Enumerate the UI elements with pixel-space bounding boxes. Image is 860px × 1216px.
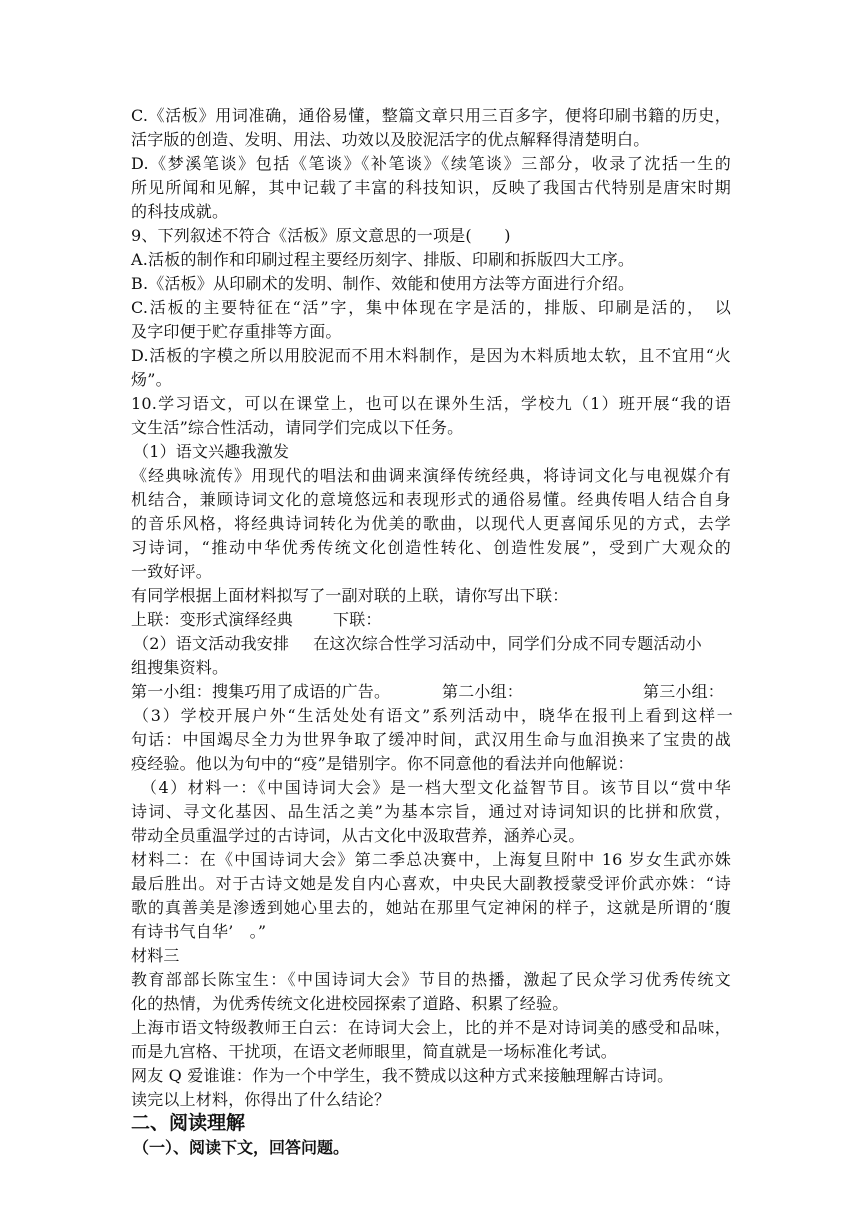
subtask-2-text: 在这次综合性学习活动中，同学们分成不同专题活动小 [313,634,702,653]
section-2-heading: 二、阅读理解 [131,1112,246,1134]
subtask-2-line-2: 组搜集资料。 [131,658,229,677]
question-9: 9、下列叙述不符合《活板》原文意思的一项是( ) [131,226,511,245]
material-3-line-4: 而是九宫格、干扰项，在语文老师眼里，简直就是一场标准化考试。 [131,1042,618,1061]
couplet-lower-label: 下联： [333,610,382,629]
subtask-2-title: （2）语文活动我安排 [133,634,290,653]
option-c-line-2: 活字版的创造、发明、用法、功效以及胶泥活字的优点解释得清楚明白。 [131,130,650,149]
subtask-3-line-3: 疫经验。他以为句中的“疫”是错别字。你不同意他的看法并向他解说： [131,754,634,773]
subtask-1-para-line-3: 的音乐风格，将经典诗词转化为优美的歌曲，以现代人更喜闻乐见的方式，去学 [131,514,731,533]
subtask-4-line-2: 诗词、寻文化基因、品生活之美”为基本宗旨，通过对诗词知识的比拼和欣赏， [131,802,731,821]
option-c-line-1: C.《活板》用词准确，通俗易懂，整篇文章只用三百多字，便将印刷书籍的历史， [131,106,731,125]
material-2-line-2: 最后胜出。对于古诗文她是发自内心喜欢，中央民大副教授蒙受评价武亦姝：“诗 [131,874,731,893]
material-3-line-1: 教育部部长陈宝生：《中国诗词大会》节目的热播，激起了民众学习优秀传统文 [131,970,731,989]
subtask-1-para-line-2: 机结合，兼顾诗词文化的意境悠远和表现形式的通俗易懂。经典传唱人结合自身 [131,490,731,509]
q9-option-d-line-1: D.活板的字模之所以用胶泥而不用木料制作，是因为木料质地太软，且不宜用“火 [131,346,731,365]
subtask-1-question: 有同学根据上面材料拟写了一副对联的上联，请你写出下联： [131,586,569,605]
question-10-line-2: 文生活”综合性活动，请同学们完成以下任务。 [131,418,464,437]
question-10-line-1: 10.学习语文，可以在课堂上，也可以在课外生活，学校九（1）班开展“我的语 [131,394,731,413]
section-2-subheading: （一）、阅读下文，回答问题。 [133,1138,350,1157]
material-3-line-3: 上海市语文特级教师王白云：在诗词大会上，比的并不是对诗词美的感受和品味， [131,1018,731,1037]
material-2-line-1: 材料二：在《中国诗词大会》第二季总决赛中，上海复旦附中 16 岁女生武亦姝 [131,850,731,869]
subtask-4-line-1: （4）材料一：《中国诗词大会》是一档大型文化益智节目。该节目以“赏中华 [141,778,731,797]
group-2: 第二小组： [442,682,524,701]
material-3-line-2: 化的热情，为优秀传统文化进校园探索了道路、积累了经验。 [131,994,569,1013]
material-2-line-3: 歌的真善美是渗透到她心里去的，她站在那里气定神闲的样子，这就是所谓的‘腹 [131,898,731,917]
q9-option-c-line-1: C.活板的主要特征在“活”字，集中体现在字是活的，排版、印刷是活的， 以 [131,298,731,317]
group-1: 第一小组：搜集巧用了成语的广告。 [131,682,391,701]
subtask-4-line-3: 带动全员重温学过的古诗词，从古文化中汲取营养，涵养心灵。 [131,826,585,845]
q9-option-b: B.《活板》从印刷术的发明、制作、效能和使用方法等方面进行介绍。 [131,274,635,293]
material-3-question: 读完以上材料，你得出了什么结论？ [131,1090,391,1109]
q9-option-d-line-2: 炀”。 [131,370,172,389]
subtask-1-para-line-4: 习诗词，“推动中华优秀传统文化创造性转化、创造性发展”，受到广大观众的 [131,538,731,557]
couplet-line [131,608,731,632]
subtask-3-line-2: 句话：中国竭尽全力为世界争取了缓冲时间，武汉用生命与血泪换来了宝贵的战 [131,730,731,749]
q9-option-c-line-2: 及字印便于贮存重排等方面。 [131,322,342,341]
option-d-line-2: 所见所闻和见解，其中记载了丰富的科技知识，反映了我国古代特别是唐宋时期 [131,178,731,197]
subtask-1-para-line-5: 一致好评。 [131,562,213,581]
material-3-line-5: 网友 Q 爱谁谁：作为一个中学生，我不赞成以这种方式来接触理解古诗词。 [131,1066,674,1085]
subtask-2-line [133,632,733,656]
subtask-1-title: （1）语文兴趣我激发 [133,442,290,461]
subtask-1-para-line-1: 《经典咏流传》用现代的唱法和曲调来演绎传统经典，将诗词文化与电视媒介有 [131,466,731,485]
material-2-line-4: 有诗书气自华’ 。” [131,922,267,941]
option-d-line-1: D.《梦溪笔谈》包括《笔谈》《补笔谈》《续笔谈》三部分，收录了沈括一生的 [131,154,731,173]
group-line [131,680,731,704]
subtask-3-line-1: （3）学校开展户外“生活处处有语文”系列活动中，晓华在报刊上看到这样一 [133,706,733,725]
option-d-line-3: 的科技成就。 [131,202,229,221]
couplet-upper: 上联：变形式演绎经典 [131,610,294,629]
material-3-title: 材料三 [131,946,180,965]
group-3: 第三小组： [643,682,725,701]
q9-option-a: A.活板的制作和印刷过程主要经历刻字、排版、印刷和拆版四大工序。 [131,250,635,269]
